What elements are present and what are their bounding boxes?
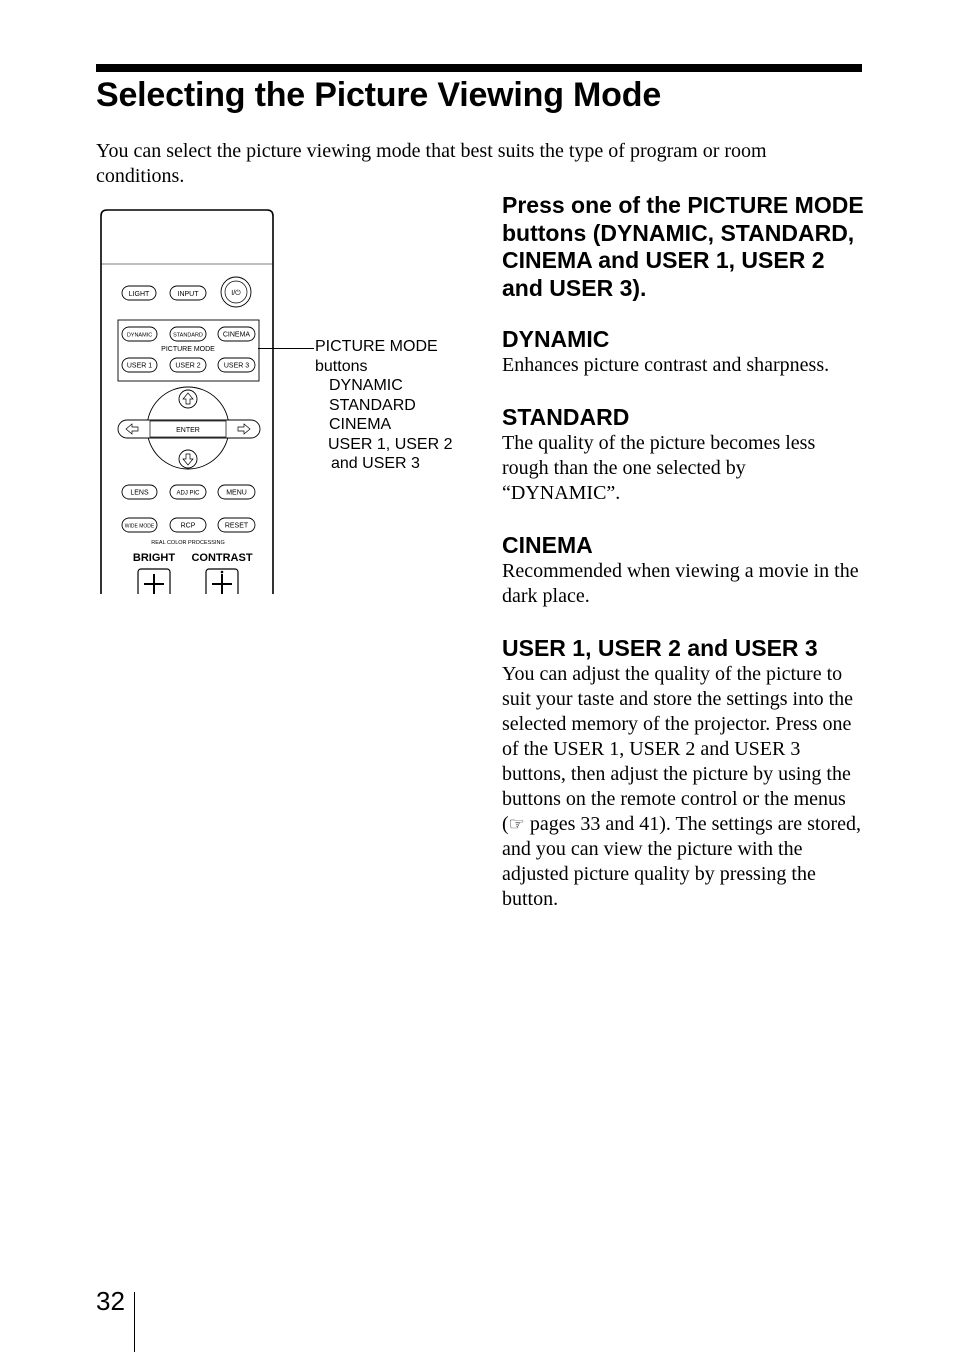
user1-button [122, 358, 157, 372]
input-button [170, 286, 206, 300]
rcp-button [170, 518, 206, 532]
standard-heading: STANDARD [502, 404, 630, 430]
svg-text:CINEMA: CINEMA [222, 331, 251, 339]
user-description: You can adjust the quality of the picture to suit your taste and store the settings into the selected memory of the projector. Press one of the USER 1, USER 2 and USER 3 buttons, then adjust the picture by using the buttons on the remote control or the menus (☞ pages 33 and 41). The settings are stored, and you can view the picture with the adjusted picture quality by pressing the button. [502, 663, 862, 910]
dynamic-button [122, 327, 157, 341]
power-button [221, 277, 251, 307]
svg-text:STANDARD: STANDARD [173, 332, 203, 339]
svg-text:ADJ PIC: ADJ PIC [176, 490, 200, 497]
svg-text:USER 1: USER 1 [126, 362, 153, 370]
title-bar-rule [96, 64, 862, 72]
contrast-label: CONTRAST [191, 552, 253, 564]
reset-button [218, 518, 255, 532]
picture-mode-label: PICTURE MODE [161, 346, 215, 353]
svg-text:INPUT: INPUT [177, 291, 199, 298]
user-heading: USER 1, USER 2 and USER 3 [502, 635, 818, 661]
svg-text:USER 2: USER 2 [175, 362, 201, 370]
svg-text:RESET: RESET [224, 522, 249, 530]
lens-button [122, 485, 157, 499]
standard-button [170, 327, 206, 341]
adj-pic-button [170, 485, 206, 499]
callout-line-6: USER 1, USER 2 [328, 435, 453, 453]
light-button [122, 286, 156, 300]
contrast-plus-button [206, 569, 238, 594]
page-title: Selecting the Picture Viewing Mode [96, 76, 662, 114]
callout-line-7: and USER 3 [331, 455, 420, 472]
svg-text:RCP: RCP [180, 522, 196, 530]
menu-button [218, 485, 255, 499]
svg-text:MENU: MENU [226, 489, 247, 497]
page-number-rule [134, 1292, 135, 1352]
step-instruction: Press one of the PICTURE MODE buttons (DYNAMIC, STANDARD, CINEMA and USER 1, USER 2 and USER 3). [502, 192, 864, 301]
cinema-button [218, 327, 255, 341]
user2-button [170, 358, 206, 372]
svg-text:USER 3: USER 3 [223, 362, 250, 370]
picture-mode-callout [315, 337, 475, 474]
real-color-processing-label: REAL COLOR PROCESSING [151, 540, 225, 546]
wide-mode-button [122, 518, 157, 532]
svg-text:WIDE MODE: WIDE MODE [124, 523, 155, 530]
bright-plus-button [138, 569, 170, 594]
svg-text:I/⏻: I/⏻ [231, 290, 241, 297]
page-number: 32 [96, 1286, 125, 1316]
dynamic-description: Enhances picture contrast and sharpness. [502, 354, 830, 376]
user3-button [218, 358, 255, 372]
svg-text:LIGHT: LIGHT [128, 291, 150, 298]
standard-description: The quality of the picture becomes less rough than the one selected by “DYNAMIC”. [502, 432, 816, 504]
enter-button-label: ENTER [176, 427, 200, 434]
instructions-column [502, 192, 864, 912]
callout-leader-line [258, 348, 314, 349]
callout-line-1: PICTURE MODE [315, 338, 438, 355]
remote-control-drawing [98, 208, 278, 594]
intro-paragraph: You can select the picture viewing mode that best suits the type of program or room conditions. [96, 140, 767, 187]
svg-text:LENS: LENS [130, 489, 149, 497]
callout-line-2: buttons [315, 357, 368, 375]
bright-label: BRIGHT [132, 552, 176, 564]
navigation-pad [118, 387, 260, 469]
pointing-hand-icon: ☞ [508, 814, 525, 834]
callout-line-3: DYNAMIC [329, 377, 403, 394]
remote-control-illustration [98, 208, 278, 594]
cinema-heading: CINEMA [502, 532, 593, 558]
callout-line-4: STANDARD [329, 396, 416, 414]
svg-text:DYNAMIC: DYNAMIC [126, 332, 153, 339]
dynamic-heading: DYNAMIC [502, 326, 610, 352]
cinema-description: Recommended when viewing a movie in the dark place. [502, 560, 859, 607]
callout-line-5: CINEMA [329, 416, 392, 433]
